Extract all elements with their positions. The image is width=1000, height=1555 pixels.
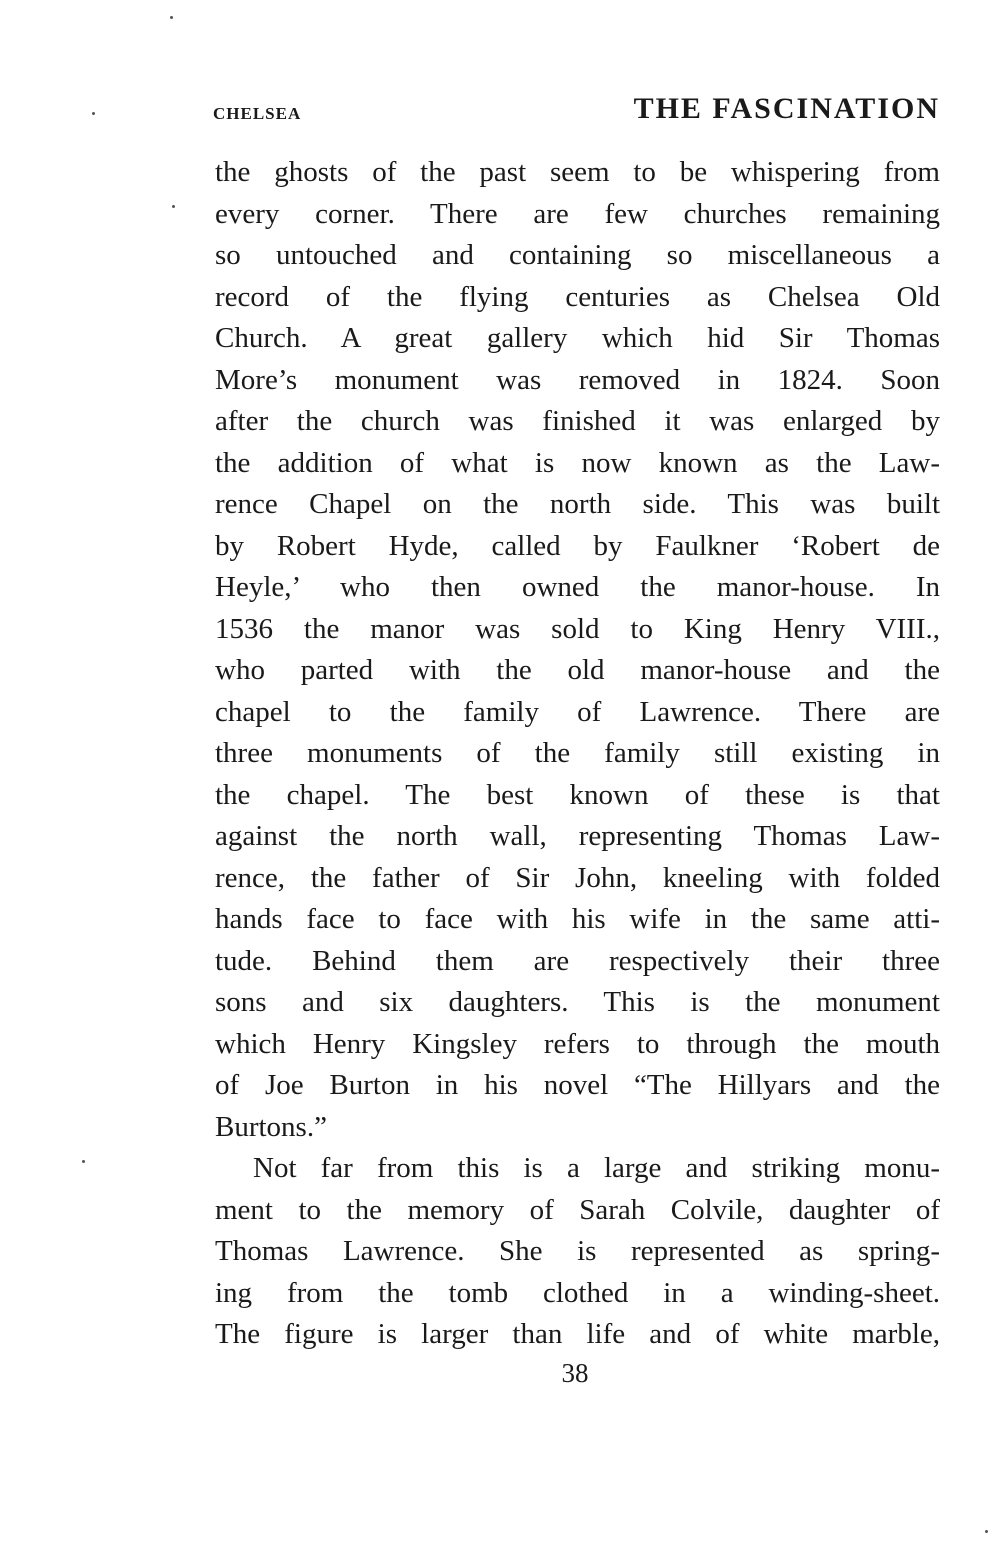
text-line: The figure is larger than life and of white marble, [215, 1318, 940, 1350]
text-line: record of the flying centuries as Chelsea Old [215, 280, 940, 313]
text-line: Thomas Lawrence. She is represented as spring- [215, 1235, 940, 1267]
text-line: 1536 the manor was sold to King Henry VIII., [215, 612, 940, 645]
text-line: sons and six daughters. This is the monument [215, 986, 940, 1018]
text-line: Not far from this is a large and striking monu- [253, 1152, 940, 1184]
paragraph-1 [215, 152, 940, 1148]
text-line: Church. A great gallery which hid Sir Thomas [215, 322, 940, 354]
text-line: the ghosts of the past seem to be whispering from [215, 156, 940, 188]
text-line: rence Chapel on the north side. This was built [215, 488, 940, 520]
text-line: so untouched and containing so miscellaneous a [215, 239, 940, 271]
scan-speck [985, 1530, 988, 1533]
text-line: against the north wall, representing Thomas Law- [215, 820, 940, 852]
scan-speck [170, 16, 173, 19]
body-text [215, 152, 940, 1356]
text-line: chapel to the family of Lawrence. There are [215, 695, 940, 728]
text-line: rence, the father of Sir John, kneeling with folded [215, 861, 940, 894]
text-line: by Robert Hyde, called by Faulkner ‘Robert de [215, 529, 940, 562]
text-line: after the church was finished it was enlarged by [215, 405, 940, 437]
text-line: the addition of what is now known as the Law- [215, 446, 940, 479]
text-line: ing from the tomb clothed in a winding-sheet. [215, 1276, 940, 1309]
scan-speck [172, 205, 175, 208]
running-head-title: THE FASCINATION [633, 92, 940, 125]
text-line: Burtons.” [215, 1110, 327, 1143]
text-line: three monuments of the family still existing in [215, 737, 940, 769]
text-line: who parted with the old manor-house and the [215, 654, 940, 686]
scan-speck [82, 1160, 85, 1163]
text-line: tude. Behind them are respectively their three [215, 944, 940, 977]
text-line: More’s monument was removed in 1824. Soon [215, 363, 940, 396]
page-number: 38 [561, 1358, 589, 1388]
paragraph-2 [215, 1148, 940, 1356]
text-line: of Joe Burton in his novel “The Hillyars and the [215, 1069, 940, 1101]
text-line: which Henry Kingsley refers to through the mouth [215, 1027, 940, 1060]
text-line: the chapel. The best known of these is that [215, 778, 940, 811]
text-line: every corner. There are few churches remaining [215, 197, 940, 230]
running-head [213, 92, 940, 136]
scan-speck [92, 112, 95, 115]
text-line: hands face to face with his wife in the same atti- [215, 903, 940, 935]
running-head-section: CHELSEA [213, 104, 302, 123]
text-line: ment to the memory of Sarah Colvile, daughter of [215, 1193, 940, 1226]
text-line: Heyle,’ who then owned the manor-house. In [215, 571, 940, 603]
